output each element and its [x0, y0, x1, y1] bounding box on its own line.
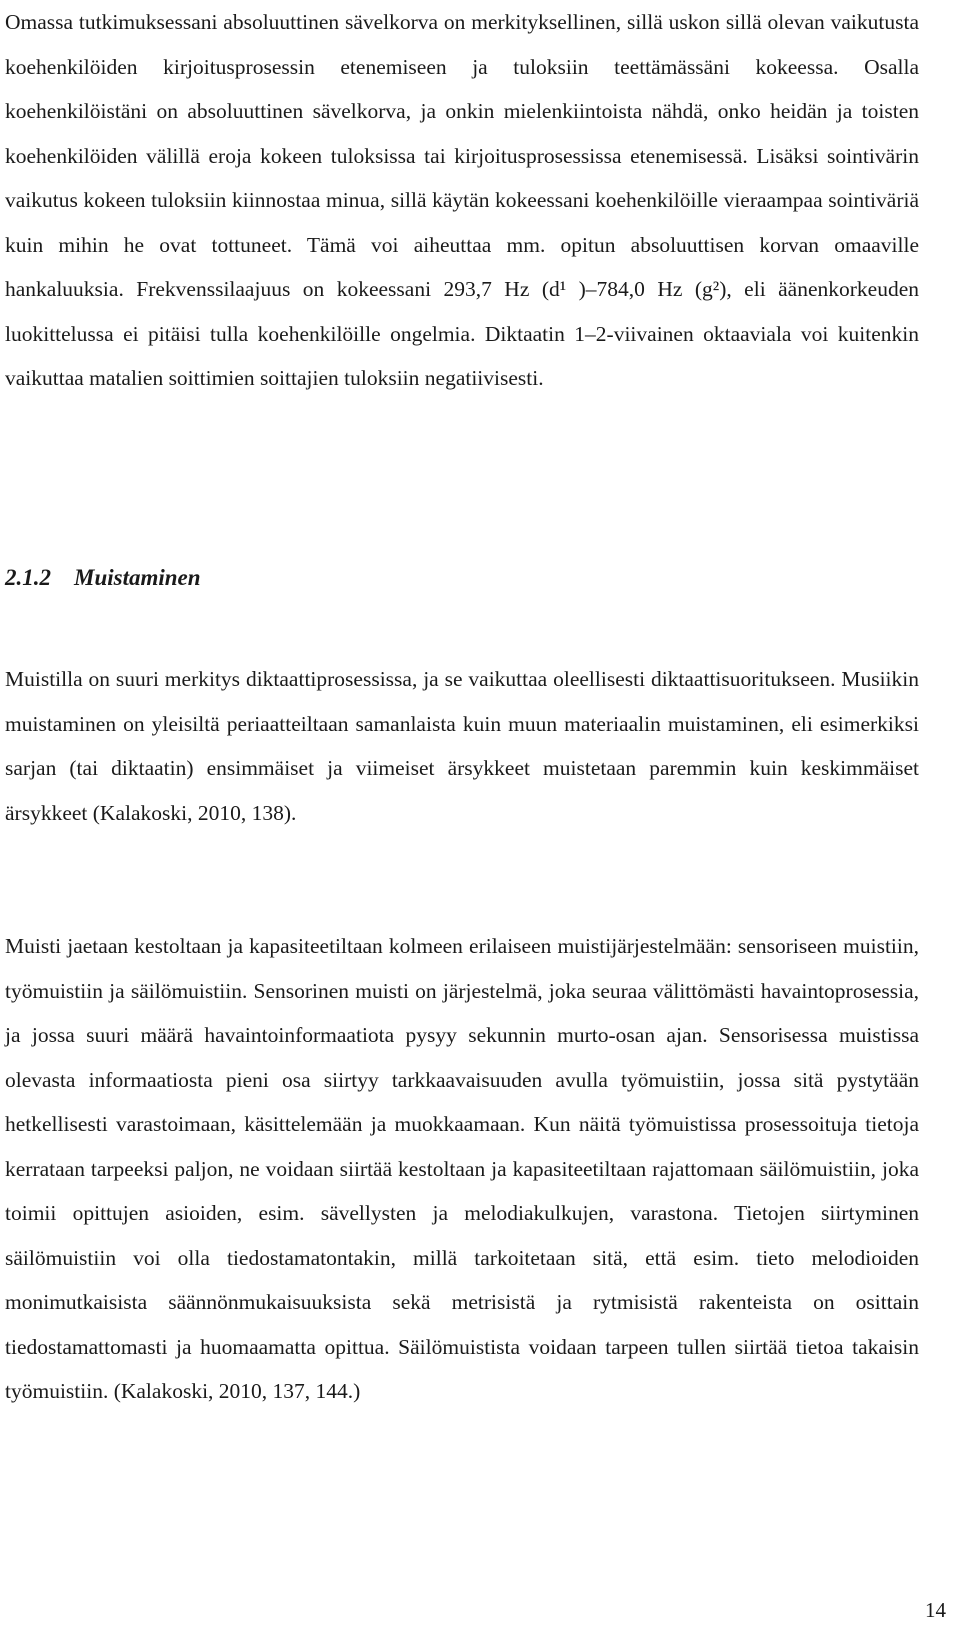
page-number: 14 [925, 1598, 946, 1622]
paragraph-absolute-pitch: Omassa tutkimuksessani absoluuttinen sävelkorva on merkityksellinen, sillä uskon sillä olevan vaikutusta koehenkilöiden kirjoitusprosessin etenemiseen ja tuloksiin teettämässäni kokeessa. Osalla koehenkilöistäni on absoluuttinen sävelkorva, ja onkin mielenkiintoista nähdä, onko heidän ja toisten koehenkilöiden välillä eroja kokeen tuloksissa tai kirjoitusprosessissa etenemisessä. Lisäksi sointivärin vaikutus kokeen tuloksiin kiinnostaa minua, sillä käytän kokeessani koehenkilöille vieraampaa sointiväriä kuin mihin he ovat tottuneet. Tämä voi aiheuttaa mm. opitun absoluuttisen korvan omaaville hankaluuksia. Frekvenssilaajuus on kokeessani 293,7 Hz (d¹ )–784,0 Hz (g²), eli äänenkorkeuden luokittelussa ei pitäisi tulla koehenkilöille ongelmia. Diktaatin 1–2-viivainen oktaaviala voi kuitenkin vaikuttaa matalien soittimien soittajien tuloksiin negatiivisesti. [5, 10, 919, 390]
section-title: Muistaminen [74, 565, 201, 590]
paragraph-memory-intro: Muistilla on suuri merkitys diktaattiprosessissa, ja se vaikuttaa oleellisesti diktaattisuoritukseen. Musiikin muistaminen on yleisiltä periaatteiltaan samanlaista kuin muun materiaalin muistaminen, eli esimerkiksi sarjan (tai diktaatin) ensimmäiset ja viimeiset ärsykkeet muistetaan paremmin kuin keskimmäiset ärsykkeet (Kalakoski, 2010, 138). [5, 667, 919, 825]
paragraph-memory-systems: Muisti jaetaan kestoltaan ja kapasiteetiltaan kolmeen erilaiseen muistijärjestelmään: sensoriseen muistiin, työmuistiin ja säilömuistiin. Sensorinen muisti on järjestelmä, joka seuraa välittömästi havaintoprosessia, ja jossa suuri määrä havaintoinformaatiota pysyy sekunnin murto-osan ajan. Sensorisessa muistissa olevasta informaatiosta pieni osa siirtyy tarkkaavaisuuden avulla työmuistiin, jossa sitä pystytään hetkellisesti varastoimaan, käsittelemään ja muokkaamaan. Kun näitä työmuistissa prosessoituja tietoja kerrataan tarpeeksi paljon, ne voidaan siirtää kestoltaan ja kapasiteetiltaan rajattomaan säilömuistiin, joka toimii opittujen asioiden, esim. sävellysten ja melodiakulkujen, varastona. Tietojen siirtyminen säilömuistiin voi olla tiedostamatontakin, millä tarkoitetaan sitä, että esim. tieto melodioiden monimutkaisista säännönmukaisuuksista sekä metrisistä ja rytmisistä rakenteista on osittain tiedostamattomasti ja huomaamatta opittua. Säilömuistista voidaan tarpeen tullen siirtää tietoa takaisin työmuistiin. (Kalakoski, 2010, 137, 144.) [5, 934, 919, 1403]
section-heading [5, 558, 201, 598]
section-number: 2.1.2 [5, 565, 51, 590]
